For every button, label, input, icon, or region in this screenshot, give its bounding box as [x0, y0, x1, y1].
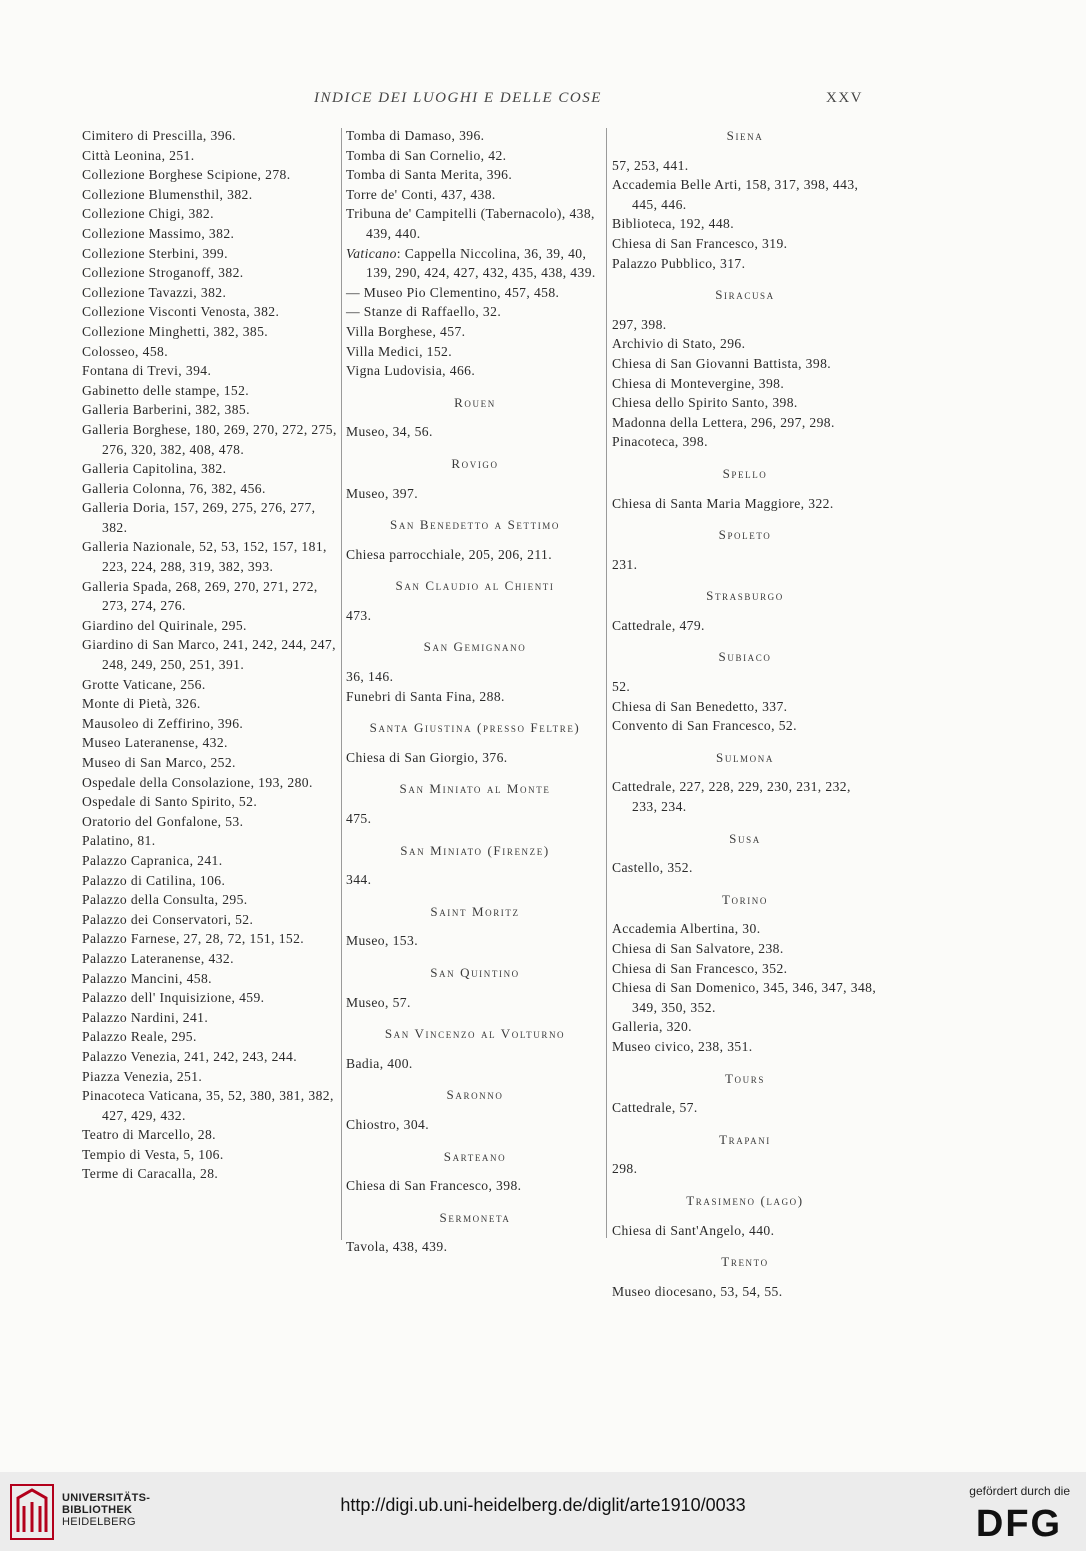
library-line-1: UNIVERSITÄTS-: [62, 1492, 151, 1504]
running-title: INDICE DEI LUOGHI E DELLE COSE: [314, 90, 602, 106]
index-entry: Palazzo Lateranense, 432.: [82, 950, 234, 966]
index-entry: Pinacoteca Vaticana, 35, 52, 380, 381, 382, 427, 429, 432.: [82, 1088, 334, 1123]
index-entry: Collezione Stroganoff, 382.: [82, 265, 244, 281]
index-entry: Vigna Ludovisia, 466.: [346, 363, 476, 379]
index-entry: Villa Borghese, 457.: [346, 323, 466, 339]
column-rule-left: [341, 128, 342, 1240]
place-heading: San Vincenzo al Volturno: [384, 1026, 566, 1042]
index-entry: Fontana di Trevi, 394.: [82, 363, 212, 379]
place-heading: San Miniato al Monte: [399, 781, 551, 797]
index-entry: Convento di San Francesco, 52.: [612, 718, 797, 734]
place-heading: Susa: [729, 830, 761, 846]
library-line-3: HEIDELBERG: [62, 1516, 136, 1528]
index-entry: Cimitero di Prescilla, 396.: [82, 128, 236, 143]
index-entry: Badia, 400.: [346, 1055, 413, 1071]
place-heading: San Benedetto a Settimo: [390, 517, 560, 533]
index-entry: Galleria, 320.: [612, 1019, 692, 1035]
index-entry: Chiesa di San Benedetto, 337.: [612, 698, 788, 714]
index-entry: Chiesa di San Giovanni Battista, 398.: [612, 355, 832, 371]
index-entry: Palazzo Reale, 295.: [82, 1029, 197, 1045]
index-entry: Monte di Pietà, 326.: [82, 696, 201, 712]
place-heading: San Claudio al Chienti: [395, 578, 555, 594]
index-entry: Galleria Borghese, 180, 269, 270, 272, 275, 276, 320, 382, 408, 478.: [82, 421, 337, 457]
index-entry: Collezione Massimo, 382.: [82, 225, 235, 241]
page-number: XXV: [826, 90, 863, 106]
index-entry: 473.: [346, 607, 372, 623]
index-entry: 231.: [612, 556, 638, 572]
index-entry: Palazzo Nardini, 241.: [82, 1009, 209, 1025]
place-heading: Strasburgo: [706, 588, 784, 604]
index-entry: Museo civico, 238, 351.: [612, 1038, 753, 1054]
index-entry: Accademia Belle Arti, 158, 317, 398, 443, 445, 446.: [612, 177, 859, 212]
column-rule-right: [606, 128, 607, 1238]
index-entry: Palazzo della Consulta, 295.: [82, 892, 248, 908]
index-entry: Museo, 34, 56.: [346, 424, 433, 440]
place-heading: Rovigo: [451, 455, 499, 471]
index-entry: Museo di San Marco, 252.: [82, 755, 236, 770]
index-entry: Galleria Capitolina, 382.: [82, 461, 227, 477]
dfg-logo: [968, 1504, 1070, 1540]
index-entry: Palazzo di Catilina, 106.: [82, 872, 226, 888]
index-entry: Chiostro, 304.: [346, 1116, 430, 1132]
index-entry: Madonna della Lettera, 296, 297, 298.: [612, 414, 835, 430]
index-entry: Galleria Doria, 157, 269, 275, 276, 277, 382.: [82, 500, 316, 535]
library-line-2: BIBLIOTHEK: [62, 1504, 133, 1516]
place-heading: Saronno: [446, 1087, 504, 1103]
place-heading: Saint Moritz: [430, 903, 520, 919]
index-entry: Chiesa di San Francesco, 352.: [612, 960, 788, 976]
vaticano-text: : Cappella Niccolina, 36, 39, 40, 139, 290, 424, 427, 432, 435, 438, 439.: [366, 245, 596, 281]
index-entry: Ospedale della Consolazione, 193, 280.: [82, 774, 313, 790]
index-entry: Museo, 153.: [346, 933, 418, 949]
index-entry: Galleria Barberini, 382, 385.: [82, 402, 250, 418]
viewer-footer: [0, 1472, 1086, 1551]
index-entry: 344.: [346, 872, 372, 888]
place-heading: Sarteano: [443, 1148, 507, 1164]
place-heading: Siena: [726, 128, 764, 143]
page-header: [0, 90, 1086, 112]
index-entry: Tomba di Santa Merita, 396.: [346, 167, 513, 183]
vaticano-label: Vaticano: [346, 245, 397, 261]
index-entry: Tavola, 438, 439.: [346, 1239, 448, 1255]
index-entry: Grotte Vaticane, 256.: [82, 676, 206, 692]
place-heading: Subiaco: [718, 649, 772, 665]
index-entry: Cattedrale, 479.: [612, 617, 705, 633]
index-entry: Palatino, 81.: [82, 833, 156, 849]
index-entry: Terme di Caracalla, 28.: [82, 1166, 219, 1182]
index-entry: Collezione Minghetti, 382, 385.: [82, 323, 269, 339]
index-column-1: [82, 126, 340, 1184]
place-heading: Trento: [721, 1254, 769, 1270]
index-entry: Collezione Chigi, 382.: [82, 206, 214, 222]
index-entry: Tribuna de' Campitelli (Tabernacolo), 438, 439, 440.: [346, 206, 595, 241]
place-heading: Tours: [725, 1070, 765, 1086]
index-entry: Villa Medici, 152.: [346, 343, 453, 359]
place-heading: Sermoneta: [439, 1209, 511, 1225]
index-entry: Chiesa di San Francesco, 319.: [612, 235, 788, 251]
index-entry: Giardino di San Marco, 241, 242, 244, 247, 248, 249, 250, 251, 391.: [82, 637, 336, 673]
index-entry: — Stanze di Raffaello, 32.: [346, 304, 502, 320]
permalink-url[interactable]: http://digi.ub.uni-heidelberg.de/diglit/arte1910/0033: [340, 1495, 746, 1515]
index-entry: Cattedrale, 57.: [612, 1100, 698, 1116]
index-entry: Chiesa di Santa Maria Maggiore, 322.: [612, 495, 834, 511]
index-entry: Chiesa di San Salvatore, 238.: [612, 941, 784, 956]
index-entry: 36, 146.: [346, 669, 394, 685]
index-entry: Palazzo Farnese, 27, 28, 72, 151, 152.: [82, 931, 305, 947]
index-entry: Chiesa di San Francesco, 398.: [346, 1178, 522, 1194]
svg-text:DFG: DFG: [975, 1504, 1063, 1540]
index-entry: 57, 253, 441.: [612, 157, 689, 173]
index-entry: Funebri di Santa Fina, 288.: [346, 688, 505, 704]
index-entry: Ospedale di Santo Spirito, 52.: [82, 794, 258, 810]
index-entry: Chiesa di Montevergine, 398.: [612, 375, 785, 391]
index-entry: Colosseo, 458.: [82, 343, 169, 359]
place-heading: Torino: [721, 891, 769, 907]
place-heading: San Miniato (Firenze): [400, 842, 550, 858]
index-entry: Castello, 352.: [612, 860, 693, 876]
index-entry: Collezione Visconti Venosta, 382.: [82, 304, 280, 320]
index-entry: 475.: [346, 811, 372, 827]
funded-by-label: gefördert durch die: [969, 1484, 1070, 1498]
place-heading: Spello: [722, 465, 768, 481]
index-entry: Palazzo dei Conservatori, 52.: [82, 911, 254, 927]
place-heading: San Quintino: [430, 965, 520, 980]
index-entry: Tomba di Damaso, 396.: [346, 128, 485, 143]
index-entry: 297, 398.: [612, 316, 667, 332]
index-entry: Teatro di Marcello, 28.: [82, 1127, 216, 1143]
index-entry: Collezione Blumensthil, 382.: [82, 186, 253, 202]
index-entry: 298.: [612, 1161, 638, 1177]
place-heading: Trasimeno (lago): [686, 1192, 804, 1208]
index-entry: Collezione Borghese Scipione, 278.: [82, 167, 291, 183]
index-entry: Palazzo Mancini, 458.: [82, 970, 212, 986]
index-column-3: [612, 126, 878, 1301]
index-entry: Galleria Spada, 268, 269, 270, 271, 272, 273, 274, 276.: [82, 578, 318, 614]
index-entry: Tomba di San Cornelio, 42.: [346, 147, 507, 163]
place-heading: Santa Giustina (presso Feltre): [369, 720, 581, 736]
index-entry: Palazzo Pubblico, 317.: [612, 255, 746, 271]
index-entry: Città Leonina, 251.: [82, 147, 195, 163]
index-entry: Mausoleo di Zeffirino, 396.: [82, 715, 244, 731]
index-entry: Galleria Colonna, 76, 382, 456.: [82, 480, 266, 496]
index-entry: Collezione Sterbini, 399.: [82, 245, 228, 261]
index-entry: Piazza Venezia, 251.: [82, 1068, 203, 1084]
place-heading: San Gemignano: [423, 639, 527, 655]
index-entry: Oratorio del Gonfalone, 53.: [82, 813, 244, 829]
place-heading: Rouen: [454, 394, 496, 410]
place-heading: Siracusa: [715, 287, 775, 303]
index-entry: Accademia Albertina, 30.: [612, 921, 761, 937]
place-heading: Trapani: [719, 1131, 771, 1147]
index-entry: Cattedrale, 227, 228, 229, 230, 231, 232, 233, 234.: [612, 779, 851, 815]
index-entry: Giardino del Quirinale, 295.: [82, 617, 247, 633]
index-entry: Palazzo dell' Inquisizione, 459.: [82, 990, 265, 1006]
index-entry: Chiesa di San Giorgio, 376.: [346, 749, 508, 765]
index-entry: Chiesa di Sant'Angelo, 440.: [612, 1222, 775, 1238]
index-entry: Torre de' Conti, 437, 438.: [346, 186, 496, 202]
index-entry: Museo diocesano, 53, 54, 55.: [612, 1283, 783, 1299]
index-entry: Chiesa dello Spirito Santo, 398.: [612, 395, 798, 411]
index-entry: Palazzo Capranica, 241.: [82, 852, 223, 868]
index-entry: Chiesa parrocchiale, 205, 206, 211.: [346, 546, 553, 562]
place-heading: Sulmona: [716, 749, 774, 765]
index-entry: Archivio di Stato, 296.: [612, 336, 746, 352]
index-entry: 52.: [612, 679, 631, 695]
index-entry: Museo, 397.: [346, 485, 418, 501]
index-entry-vaticano: [346, 244, 604, 283]
index-column-2: [346, 126, 604, 1257]
index-entry: Museo, 57.: [346, 994, 411, 1010]
index-entry: Biblioteca, 192, 448.: [612, 216, 735, 232]
index-entry: Collezione Tavazzi, 382.: [82, 284, 227, 300]
place-heading: Spoleto: [718, 527, 772, 543]
index-entry: Museo Lateranense, 432.: [82, 735, 228, 751]
index-entry: Palazzo Venezia, 241, 242, 243, 244.: [82, 1048, 297, 1064]
index-entry: Chiesa di San Domenico, 345, 346, 347, 348, 349, 350, 352.: [612, 980, 877, 1015]
index-entry: — Museo Pio Clementino, 457, 458.: [346, 284, 560, 300]
index-entry: Gabinetto delle stampe, 152.: [82, 382, 250, 398]
index-entry: Pinacoteca, 398.: [612, 434, 708, 450]
index-entry: Galleria Nazionale, 52, 53, 152, 157, 181, 223, 224, 288, 319, 382, 393.: [82, 539, 327, 575]
index-entry: Tempio di Vesta, 5, 106.: [82, 1146, 224, 1162]
